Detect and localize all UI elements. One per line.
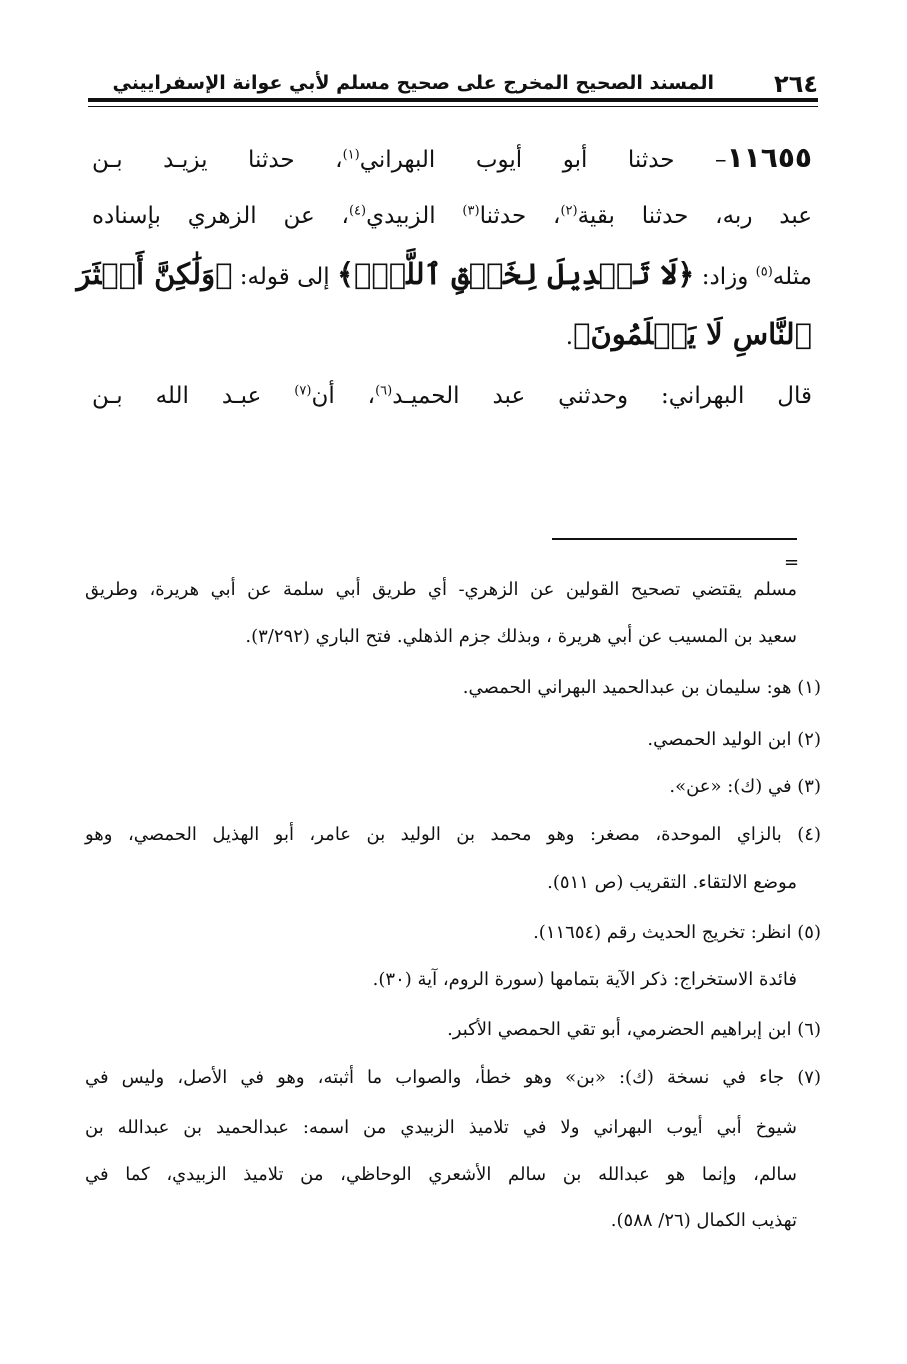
text-segment: . <box>565 324 574 350</box>
header-rule-thin <box>88 106 818 107</box>
footnote-ref: (٤) <box>348 203 367 219</box>
footnote-ref: (٢) <box>560 203 578 219</box>
header-rule-thick <box>88 98 818 102</box>
main-line-5 <box>92 368 812 424</box>
footnote-ref: (٦) <box>375 383 393 399</box>
text-segment: ، حدثنا <box>479 203 561 229</box>
footnote-2: (٢) ابن الوليد الحمصي. <box>647 729 821 750</box>
footnote-4-line-2: موضع الالتقاء. التقريب (ص ٥١١). <box>547 872 797 893</box>
footnote-7-line-4: تهذيب الكمال (٢٦/ ٥٨٨). <box>610 1210 797 1231</box>
footnote-ref: (٣) <box>462 203 480 219</box>
footnote-6: (٦) ابن إبراهيم الحضرمي، أبو تقي الحمصي الأكبر. <box>447 1019 821 1040</box>
hadith-number: ١١٦٥٥ <box>726 141 813 174</box>
footnote-continuation-line-1: مسلم يقتضي تصحيح القولين عن الزهري- أي طريق أبي سلمة عن أبي هريرة، وطريق <box>85 579 797 600</box>
text-segment: ، أن <box>311 383 376 409</box>
text-segment: الزبيدي <box>366 203 463 229</box>
footnote-continuation-line-2: سعيد بن المسيب عن أبي هريرة ، وبذلك جزم الذهلي. فتح الباري (٣/٢٩٢). <box>245 626 797 647</box>
continuation-mark: = <box>784 552 800 573</box>
main-line-4 <box>92 306 812 362</box>
footnote-ref: (٥) <box>755 264 773 280</box>
main-line-1 <box>92 130 812 186</box>
text-segment: عبد ربه، حدثنا بقية <box>577 203 812 229</box>
quran-verse-2-start: ﴿وَلَٰكِنَّ أَكۡثَرَ <box>76 257 233 291</box>
running-title: المسند الصحيح المخرج على صحيح مسلم لأبي عوانة الإسفراييني <box>112 72 714 94</box>
page-header <box>88 58 818 98</box>
text-segment: إلى قوله: <box>232 264 337 290</box>
page-number: ٢٦٤ <box>774 70 818 98</box>
footnote-5: (٥) انظر: تخريج الحديث رقم (١١٦٥٤). <box>533 922 821 943</box>
text-segment: قال البهراني: وحدثني عبد الحميـد <box>392 383 812 409</box>
main-line-3 <box>76 246 812 302</box>
quran-verse-1: ﴿لَا تَبۡدِيلَ لِخَلۡقِ ٱللَّهِۚ﴾ <box>336 257 695 291</box>
text-segment: وزاد: <box>694 264 756 290</box>
footnote-separator <box>552 538 797 540</box>
footnote-1: (١) هو: سليمان بن عبدالحميد البهراني الحمصي. <box>462 677 821 698</box>
footnote-ref: (١) <box>342 147 360 163</box>
text-segment: ، حدثنا يزيـد بـن <box>92 147 343 173</box>
text-segment: ، عن الزهري بإسناده <box>92 203 349 229</box>
footnote-3: (٣) في (ك): «عن». <box>669 776 821 797</box>
text-segment: عبـد الله بـن <box>92 383 295 409</box>
text-segment: مثله <box>772 264 812 290</box>
footnote-4-line-1: (٤) بالزاي الموحدة، مصغر: وهو محمد بن الوليد بن عامر، أبو الهذيل الحمصي، وهو <box>85 824 821 845</box>
footnote-7-line-3: سالم، وإنما هو عبدالله بن سالم الأشعري الوحاظي، من تلاميذ الزبيدي، كما في <box>85 1164 797 1185</box>
quran-verse-2-end: ٱلنَّاسِ لَا يَعۡلَمُونَ﴾ <box>573 317 812 351</box>
text-segment: – حدثنا أبو أيوب البهراني <box>359 147 727 173</box>
footnote-7-line-2: شيوخ أبي أيوب البهراني ولا في تلاميذ الزبيدي من اسمه: عبدالحميد بن عبدالله بن <box>85 1117 797 1138</box>
footnote-ref: (٧) <box>294 383 312 399</box>
main-line-2 <box>92 188 812 244</box>
footnote-5-extra: فائدة الاستخراج: ذكر الآية بتمامها (سورة الروم، آية (٣٠). <box>372 969 797 990</box>
footnote-7-line-1: (٧) جاء في نسخة (ك): «بن» وهو خطأ، والصواب ما أثبته، وهو في الأصل، وليس في <box>85 1067 821 1088</box>
